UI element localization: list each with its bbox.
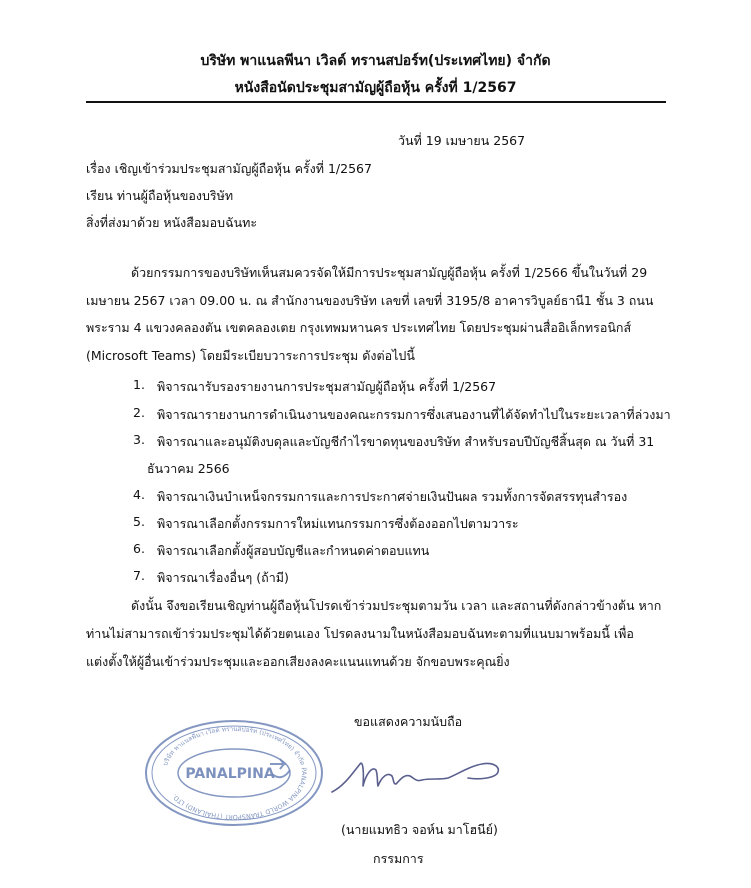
regards-line: ขอแสดงความนับถือ [354,714,463,729]
intro-line: (Microsoft Teams) โดยมีระเบียบวาระการประชุม ดังต่อไปนี้ [86,347,415,363]
seal-center-text: PANALPINA [185,766,275,782]
closing-line: แต่งตั้งให้ผู้อื่นเข้าร่วมประชุมและออกเสียงลงคะแนนแทนด้วย จักขอบพระคุณยิ่ง [86,654,510,669]
company-name: บริษัท พาแนลพีนา เวิลด์ ทรานสปอร์ท(ประเทศไทย) จำกัด [200,53,551,69]
salutation-line: เรียน ท่านผู้ถือหุ้นของบริษัท [86,188,234,203]
agenda-item-continuation: ธันวาคม 2566 [147,461,230,476]
closing-line: ดังนั้น จึงขอเรียนเชิญท่านผู้ถือหุ้นโปรดเข้าร่วมประชุมตามวัน เวลา และสถานที่ดังกล่าวข้างต้น หาก [131,598,662,613]
subject-line: เรื่อง เชิญเข้าร่วมประชุมสามัญผู้ถือหุ้น ครั้งที่ 1/2567 [86,161,372,176]
closing-paragraph [86,592,676,676]
company-seal-stamp [142,718,326,828]
seal-ring-text: บริษัท พาแนลพีนา เวิลด์ ทรานสปอร์ท (ประเทศไทย) จำกัด PANALPINA WORLD TRANSPORT (THAILAND) LTD. [161,724,309,822]
intro-line: ด้วยกรรมการของบริษัทเห็นสมควรจัดให้มีการประชุมสามัญผู้ถือหุ้น ครั้งที่ 1/2566 ขึ้นในวันที่ 29 [131,265,648,280]
letter-date: วันที่ 19 เมษายน 2567 [398,133,526,148]
intro-paragraph [86,259,676,369]
signer-position: กรรมการ [373,851,424,866]
closing-line: ท่านไม่สามารถเข้าร่วมประชุมได้ด้วยตนเอง โปรดลงนามในหนังสือมอบฉันทะตามที่แนบมาพร้อมนี้ เพื่อ [86,626,634,641]
letter-page: บริษัท พาแนลพีนา เวิลด์ ทรานสปอร์ท(ประเทศไทย) จำกัด หนังสือนัดประชุมสามัญผู้ถือหุ้น ครั้งที่ 1/2567 วันที่ 19 เมษายน 2567 เรื่อง เชิญเข้าร่วมประชุมสามัญผู้ถือหุ้น ครั้งที่ 1/2567 เรียน ท่านผู้ถือหุ้นของบริษัท สิ่งที่ส่งมาด้วย หนังสือมอบฉันทะ ด้วยกรรมการของบริษัทเห็นสมควรจัดให้มีการประชุมสามัญผู้ถือหุ้น ครั้งที่ 1/2566 ขึ้นในวันที่ 29 เมษายน 2567 เวลา 09.00 น. ณ สำนักงานของบริษัท เลขที่ เลขที่ 3195/8 อาคารวิบูลย์ธานี1 ชั้น 3 ถนน พระราม 4 แขวงคลองตัน เขตคลองเตย กรุงเทพมหานคร ประเทศไทย โดยประชุมผ่านสื่ออิเล็กทรอนิกส์ (Microsoft Teams) โดยมีระเบียบวาระการประชุม ดังต่อไปนี้ 1. พิจารณารับรองรายงานการประชุมสามัญผู้ถือหุ้น ครั้งที่ 1/2567 2. พิจารณารายงานการดำเนินงานของคณะกรรมการซึ่งเสนองานที่ได้จัดทำไปในระยะเวลาที่ล่วงมา 3. พิจารณาและอนุมัติงบดุลและบัญชีกำไรขาดทุนของบริษัท สำหรับรอบปีบัญชีสิ้นสุด ณ วันที่ 31 ธันวาคม 2566 4. พิจารณาเงินบำเหน็จกรรมการและการประกาศจ่ายเงินปันผล รวมทั้งการจัดสรรทุนสำรอง 5. พิจารณาเลือกตั้งกรรมการใหม่แทนกรรมการซึ่งต้องออกไปตามวาระ 6. พิจารณาเลือกตั้งผู้สอบบัญชีและกำหนดค่าตอบแทน 7. พิจารณาเรื่องอื่นๆ (ถ้ามี) ดังนั้น จึงขอเรียนเชิญท่านผู้ถือหุ้นโปรดเข้าร่วมประชุมตามวัน เวลา และสถานที่ดังกล่าวข้างต้น หาก ท่านไม่สามารถเข้าร่วมประชุมได้ด้วยตนเอง โปรดลงนามในหนังสือมอบฉันทะตามที่แนบมาพร้อมนี้ เพื่อ แต่งตั้งให้ผู้อื่นเข้าร่วมประชุมและออกเสียงลงคะแนนแทนด้วย จักขอบพระคุณยิ่ง ขอแสดงความนับถือ บริษัท พาแนลพีนา เวิลด์ ทรานสปอร์ท (ประเทศไทย) จำกัด PANALPINA WORLD TRANSPORT (THAILAND) LTD. PANALPINA (นายแมทธิว จอห์น มาโฮนีย์) กรรมการ [0,0,751,888]
enclosure-line: สิ่งที่ส่งมาด้วย หนังสือมอบฉันทะ [86,215,258,230]
signer-name: (นายแมทธิว จอห์น มาโฮนีย์) [341,822,498,837]
intro-line: เมษายน 2567 เวลา 09.00 น. ณ สำนักงานของบริษัท เลขที่ เลขที่ 3195/8 อาคารวิบูลย์ธานี1 ชั้น 3 ถนน [86,292,654,308]
document-title: หนังสือนัดประชุมสามัญผู้ถือหุ้น ครั้งที่ 1/2567 [234,80,517,96]
header-divider [86,101,666,103]
intro-line: พระราม 4 แขวงคลองตัน เขตคลองเตย กรุงเทพมหานคร ประเทศไทย โดยประชุมผ่านสื่ออิเล็กทรอนิกส์ [86,320,632,335]
handwritten-signature [330,752,505,800]
